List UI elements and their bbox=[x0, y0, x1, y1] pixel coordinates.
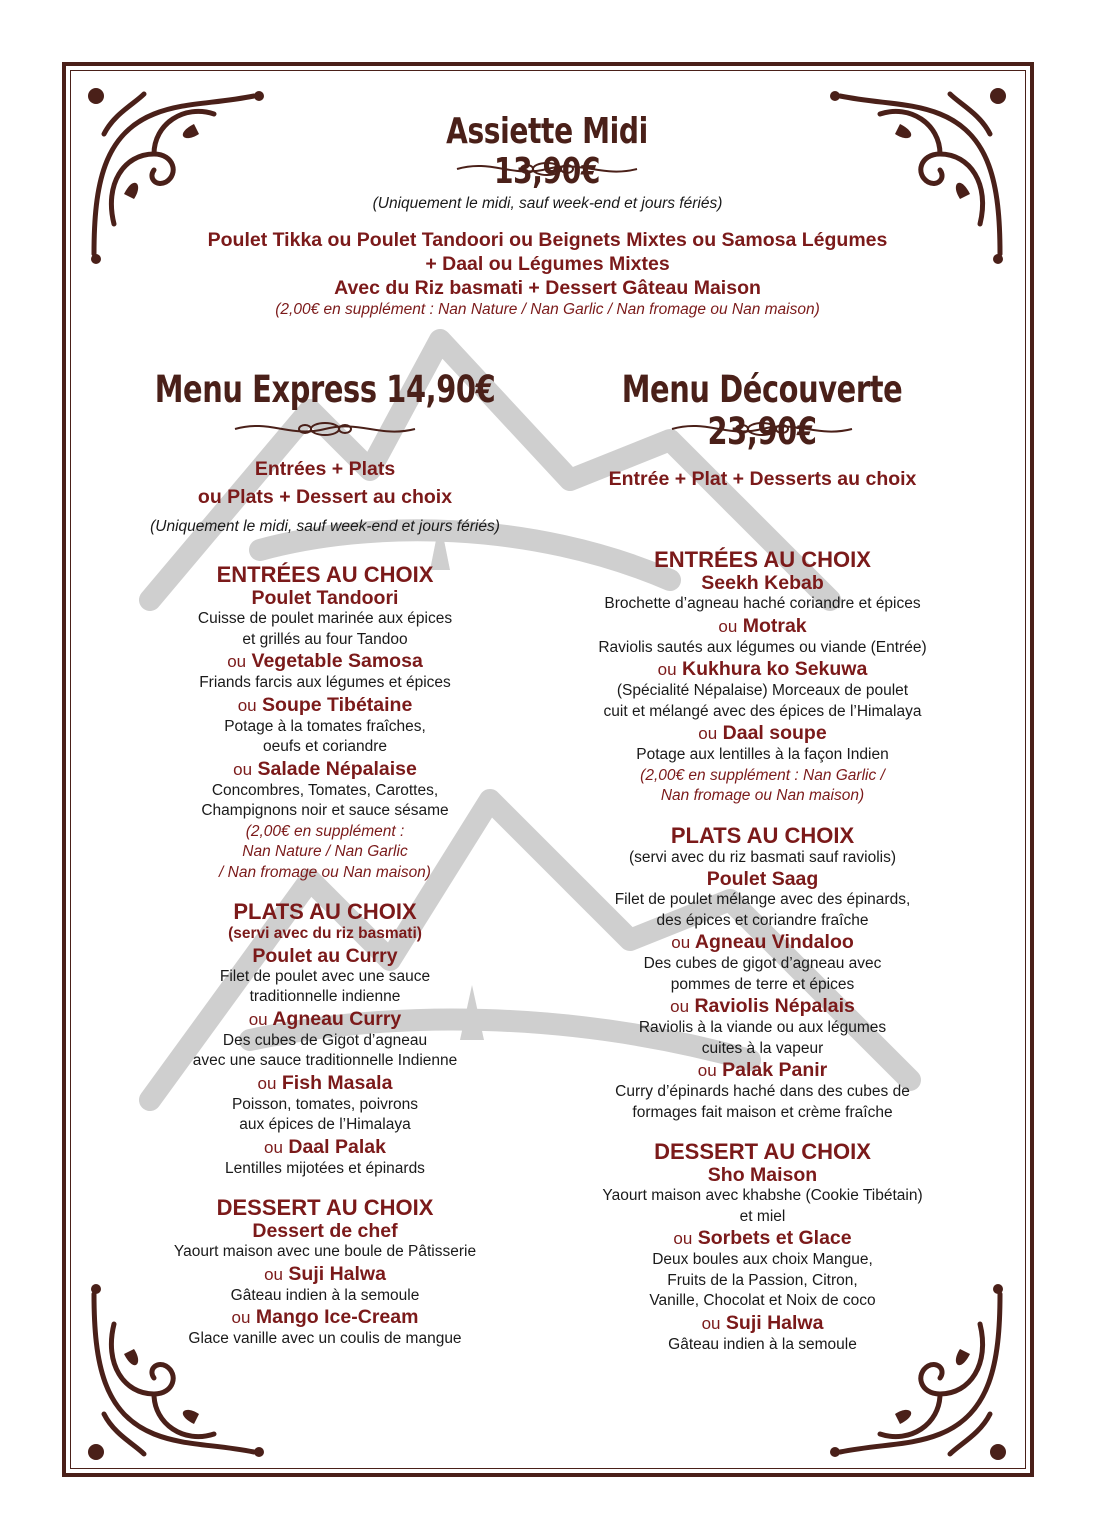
decouverte-column bbox=[555, 547, 970, 1355]
dish-name bbox=[120, 1263, 530, 1286]
dish-title: Agneau Vindaloo bbox=[694, 931, 854, 953]
assiette-line-2: + Daal ou Légumes Mixtes bbox=[425, 253, 670, 275]
ou-label: ou bbox=[248, 1009, 268, 1029]
section-subnote: (servi avec du riz basmati) bbox=[228, 925, 422, 942]
section-subnote: (servi avec du riz basmati sauf raviolis) bbox=[628, 848, 897, 866]
section-heading: PLATS AU CHOIX bbox=[670, 822, 855, 848]
dish-description: Raviolis sautés aux légumes ou viande (Entrée) bbox=[598, 638, 927, 656]
ou-label: ou bbox=[718, 616, 738, 636]
flourish-divider bbox=[452, 156, 642, 182]
supplement-note: (2,00€ en supplément : Nan Garlic / bbox=[640, 766, 885, 784]
dish-description: Des cubes de Gigot d’agneau bbox=[222, 1031, 428, 1049]
ou-label: ou bbox=[657, 660, 677, 679]
dish-name bbox=[555, 1312, 970, 1335]
dish-title: Fish Masala bbox=[281, 1071, 393, 1094]
dish-description: avec une sauce traditionnelle Indienne bbox=[192, 1052, 458, 1069]
express-column bbox=[120, 562, 530, 1350]
assiette-title: Assiette Midi 13,90€ bbox=[446, 111, 648, 192]
dish-name: Poulet Saag bbox=[706, 868, 819, 890]
ou-label: ou bbox=[698, 724, 718, 743]
dish-description: Poisson, tomates, poivrons bbox=[231, 1095, 419, 1113]
dish-description: Vanille, Chocolat et Noix de coco bbox=[649, 1292, 876, 1309]
ou-label: ou bbox=[264, 1264, 283, 1284]
supplement-note: Nan Nature / Nan Garlic bbox=[242, 843, 408, 860]
dish-description: aux épices de l’Himalaya bbox=[239, 1116, 411, 1133]
dish-description: Champignons noir et sauce sésame bbox=[201, 802, 449, 819]
ou-label: ou bbox=[257, 1073, 277, 1093]
dish-name bbox=[120, 758, 530, 781]
section-heading: ENTRÉES AU CHOIX bbox=[216, 562, 434, 587]
dish-description: Filet de poulet mélange avec des épinards, bbox=[614, 891, 911, 908]
dish-description: Des cubes de gigot d’agneau avec bbox=[643, 955, 882, 972]
dish-description: Cuisse de poulet marinée aux épices bbox=[197, 610, 453, 627]
dish-title: Salade Népalaise bbox=[257, 757, 417, 780]
ou-label: ou bbox=[671, 933, 691, 952]
dish-description: Gâteau indien à la semoule bbox=[230, 1286, 420, 1304]
supplement-note: / Nan fromage ou Nan maison) bbox=[219, 863, 431, 881]
dish-name bbox=[120, 1072, 530, 1095]
dish-title: Daal Palak bbox=[288, 1135, 386, 1158]
ou-label: ou bbox=[237, 695, 257, 715]
supplement-note: Nan fromage ou Nan maison) bbox=[660, 787, 865, 804]
dish-description: Fruits de la Passion, Citron, bbox=[667, 1271, 858, 1289]
dish-title: Palak Panir bbox=[722, 1059, 828, 1081]
ou-label: ou bbox=[701, 1313, 721, 1333]
dish-description: et grillés au four Tandoo bbox=[242, 630, 408, 648]
assiette-line-1: Poulet Tikka ou Poulet Tandoori ou Beignets Mixtes ou Samosa Légumes bbox=[207, 229, 888, 251]
dish-description: Friands farcis aux légumes et épices bbox=[199, 674, 451, 691]
dish-name bbox=[555, 995, 970, 1018]
ou-label: ou bbox=[673, 1229, 693, 1248]
dish-name bbox=[555, 615, 970, 638]
decouverte-formula: Entrée + Plat + Desserts au choix bbox=[608, 468, 917, 490]
dish-name: Poulet Tandoori bbox=[251, 587, 399, 609]
ou-label: ou bbox=[233, 759, 253, 779]
dish-description: des épices et coriandre fraîche bbox=[656, 911, 869, 929]
assiette-supplement: (2,00€ en supplément : Nan Nature / Nan Garlic / Nan fromage ou Nan maison) bbox=[275, 301, 820, 318]
dish-name bbox=[120, 1306, 530, 1329]
dish-description: Potage aux lentilles à la façon Indien bbox=[636, 746, 889, 763]
dish-description: Yaourt maison avec une boule de Pâtisserie bbox=[173, 1243, 477, 1260]
express-title: Menu Express 14,90€ bbox=[154, 368, 496, 411]
dish-description: Filet de poulet avec une sauce bbox=[219, 967, 431, 985]
express-formula-2: ou Plats + Dessert au choix bbox=[197, 486, 453, 508]
dish-title: Daal soupe bbox=[722, 722, 827, 744]
dish-title: Soupe Tibétaine bbox=[262, 693, 413, 716]
section-heading: DESSERT AU CHOIX bbox=[216, 1195, 434, 1220]
dish-name bbox=[555, 1059, 970, 1082]
dish-name: Seekh Kebab bbox=[701, 572, 824, 594]
ou-label: ou bbox=[670, 997, 690, 1016]
dish-name bbox=[120, 650, 530, 673]
dish-description: Yaourt maison avec khabshe (Cookie Tibétain) bbox=[602, 1187, 923, 1204]
dish-description: traditionnelle indienne bbox=[249, 988, 401, 1005]
dish-description: formages fait maison et crème fraîche bbox=[632, 1103, 893, 1121]
express-formula-1: Entrées + Plats bbox=[254, 458, 396, 480]
dish-title: Suji Halwa bbox=[288, 1262, 386, 1285]
ou-label: ou bbox=[227, 652, 247, 671]
dish-name bbox=[555, 931, 970, 954]
dish-title: Vegetable Samosa bbox=[251, 650, 423, 672]
dish-description: Gâteau indien à la semoule bbox=[668, 1335, 857, 1353]
ou-label: ou bbox=[697, 1061, 717, 1080]
dish-description: (Spécialité Népalaise) Morceaux de poulet bbox=[616, 682, 909, 699]
dish-description: et miel bbox=[739, 1207, 786, 1225]
dish-description: Deux boules aux choix Mangue, bbox=[652, 1251, 873, 1268]
section-heading: PLATS AU CHOIX bbox=[233, 899, 417, 924]
dish-name: Dessert de chef bbox=[252, 1220, 398, 1242]
dish-description: cuit et mélangé avec des épices de l’Himalaya bbox=[603, 702, 922, 720]
dish-name: Sho Maison bbox=[707, 1164, 818, 1186]
dish-name bbox=[120, 694, 530, 717]
dish-description: Lentilles mijotées et épinards bbox=[225, 1159, 425, 1177]
dish-title: Suji Halwa bbox=[725, 1311, 824, 1334]
dish-description: pommes de terre et épices bbox=[670, 975, 855, 993]
dish-title: Mango Ice-Cream bbox=[255, 1306, 419, 1328]
flourish-divider bbox=[230, 416, 420, 442]
dish-description: Concombres, Tomates, Carottes, bbox=[211, 781, 439, 799]
flourish-divider bbox=[667, 416, 857, 442]
supplement-note: (2,00€ en supplément : bbox=[245, 822, 405, 840]
dish-description: Curry d’épinards haché dans des cubes de bbox=[615, 1083, 910, 1100]
dish-description: Glace vanille avec un coulis de mangue bbox=[188, 1330, 462, 1347]
dish-name bbox=[120, 1008, 530, 1031]
dish-name bbox=[555, 722, 970, 745]
ou-label: ou bbox=[264, 1137, 283, 1157]
dish-description: oeufs et coriandre bbox=[262, 738, 388, 755]
dish-title: Agneau Curry bbox=[272, 1007, 402, 1030]
dish-title: Sorbets et Glace bbox=[697, 1227, 852, 1249]
dish-title: Motrak bbox=[742, 614, 807, 637]
dish-description: Brochette d’agneau haché coriandre et épices bbox=[604, 595, 921, 612]
decouverte-title: Menu Découverte 23,90€ bbox=[621, 368, 903, 453]
dish-description: Potage à la tomates fraîches, bbox=[224, 717, 426, 735]
assiette-note: (Uniquement le midi, sauf week-end et jours fériés) bbox=[372, 195, 723, 212]
dish-title: Raviolis Népalais bbox=[694, 995, 855, 1017]
express-note: (Uniquement le midi, sauf week-end et jours fériés) bbox=[150, 518, 500, 535]
dish-name: Poulet au Curry bbox=[252, 944, 398, 967]
dish-title: Kukhura ko Sekuwa bbox=[682, 658, 868, 680]
dish-description: cuites à la vapeur bbox=[701, 1039, 824, 1057]
dish-name bbox=[555, 1227, 970, 1250]
dish-description: Raviolis à la viande ou aux légumes bbox=[638, 1019, 887, 1036]
section-heading: DESSERT AU CHOIX bbox=[654, 1139, 871, 1164]
dish-name bbox=[120, 1136, 530, 1159]
ou-label: ou bbox=[231, 1308, 251, 1327]
dish-name bbox=[555, 658, 970, 681]
assiette-line-3: Avec du Riz basmati + Dessert Gâteau Maison bbox=[334, 277, 761, 299]
section-heading: ENTRÉES AU CHOIX bbox=[654, 547, 871, 572]
